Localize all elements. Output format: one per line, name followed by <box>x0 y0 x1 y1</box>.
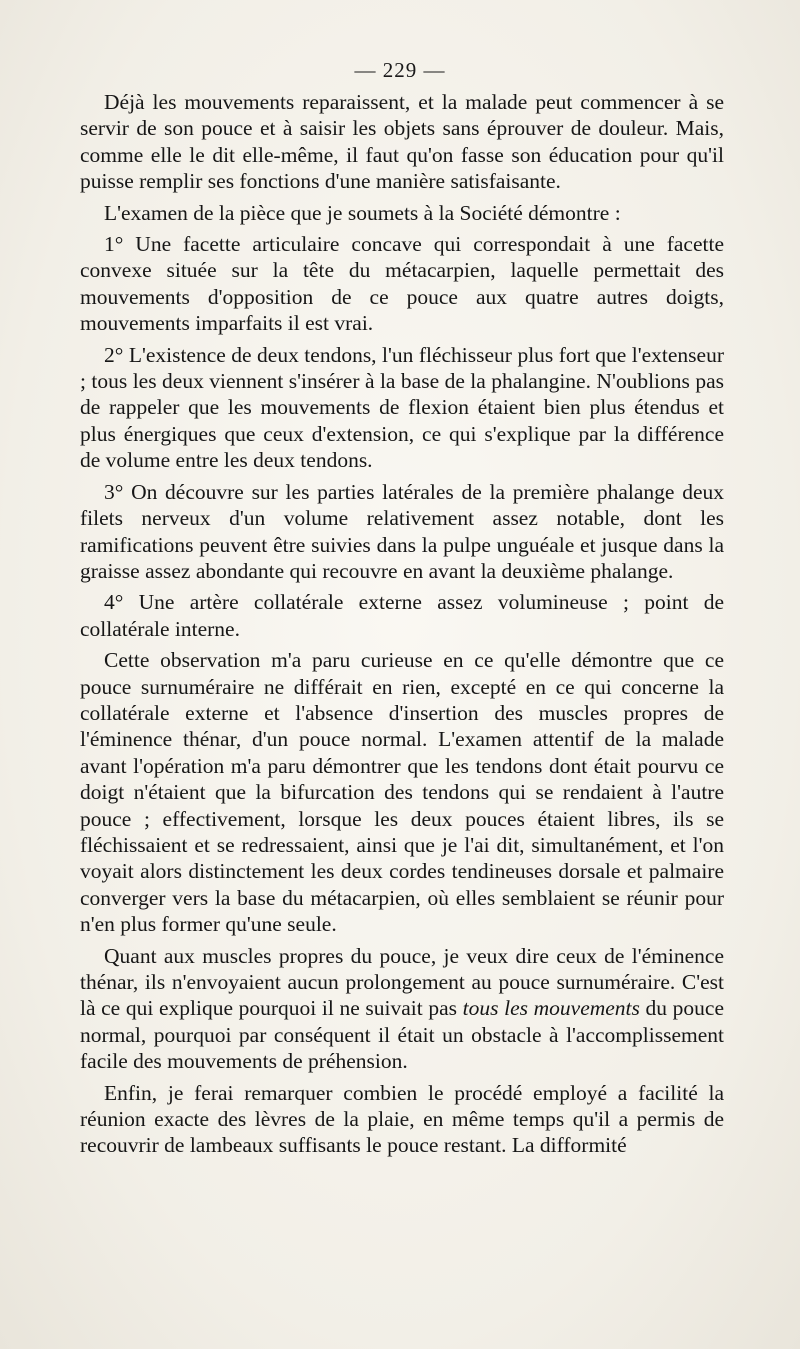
paragraph-point-1: 1° Une facette articulaire concave qui correspondait à une facette convexe située sur la tête du métacarpien, laquelle permettait des mouvements d'opposition de ce pouce aux quatre autres doigts, mouvements imparfaits il est vrai. <box>80 232 724 336</box>
paragraph-point-3: 3° On découvre sur les parties latérales de la première phalange deux filets nerveux d'un volume relativement assez notable, dont les ramifications peuvent être suivies dans la pulpe unguéale et jusque dans la graisse assez abondante qui recouvre en avant la deuxième phalange. <box>80 479 724 583</box>
paragraph-point-2: 2° L'existence de deux tendons, l'un fléchisseur plus fort que l'extenseur ; tous les deux viennent s'insérer à la base de la phalangine. N'oublions pas de rappeler que les mouvements de flexion étaient bien plus étendus et plus énergiques que ceux d'extension, ce qui s'explique par la différence de volume entre les deux tendons. <box>80 342 724 473</box>
paragraph-recovery: Déjà les mouvements reparaissent, et la malade peut commencer à se servir de son pouce et à saisir les objets sans éprouver de douleur. Mais, comme elle le dit elle-même, il faut qu'on fasse son éducation pour qu'il puisse remplir ses fonctions d'une manière satisfaisante. <box>80 90 724 194</box>
paragraph-observation: Cette observation m'a paru curieuse en ce qu'elle démontre que ce pouce surnuméraire ne différait en rien, excepté en ce qui concerne la collatérale externe et l'absence d'insertion des muscles propres de l'éminence thénar, d'un pouce normal. L'examen attentif de la malade avant l'opération m'a paru démontrer que les tendons dont était pourvu ce doigt n'étaient que la bifurcation des tendons qui se rendaient à l'autre pouce ; effectivement, lorsque les deux pouces étaient libres, ils se fléchissaient et se redressaient, ainsi que je l'ai dit, simultanément, et l'on voyait alors distinctement les deux cordes tendineuses dorsale et palmaire converger vers la base du métacarpien, où elles semblaient se réunir pour n'en plus former qu'une seule. <box>80 648 724 937</box>
paragraph-thenar-text-before: Quant aux muscles propres du pouce, je veux dire ceux de l'éminence thénar, ils n'envoyaient aucun prolongement au pouce surnuméraire. C'est là ce qui explique pourquoi il ne suivait pas <box>80 943 724 1021</box>
paragraph-conclusion: Enfin, je ferai remarquer combien le procédé employé a facilité la réunion exacte des lèvres de la plaie, en même temps qu'il a permis de recouvrir de lambeaux suffisants le pouce restant. La difformité <box>80 1080 724 1158</box>
paragraph-thenar-muscles <box>80 943 724 1075</box>
paragraph-examination-intro: L'examen de la pièce que je soumets à la Société démontre : <box>104 200 621 225</box>
paragraph-point-4: 4° Une artère collatérale externe assez volumineuse ; point de collatérale interne. <box>80 590 724 641</box>
paragraph-thenar-italic: tous les mouvements <box>462 996 640 1021</box>
paragraph-thenar-text-after: du pouce normal, pourquoi par conséquent il était un obstacle à l'accomplissement facile des mouvements de préhension. <box>80 996 724 1074</box>
page-number: — 229 — <box>354 58 446 82</box>
body-text <box>80 89 724 1159</box>
